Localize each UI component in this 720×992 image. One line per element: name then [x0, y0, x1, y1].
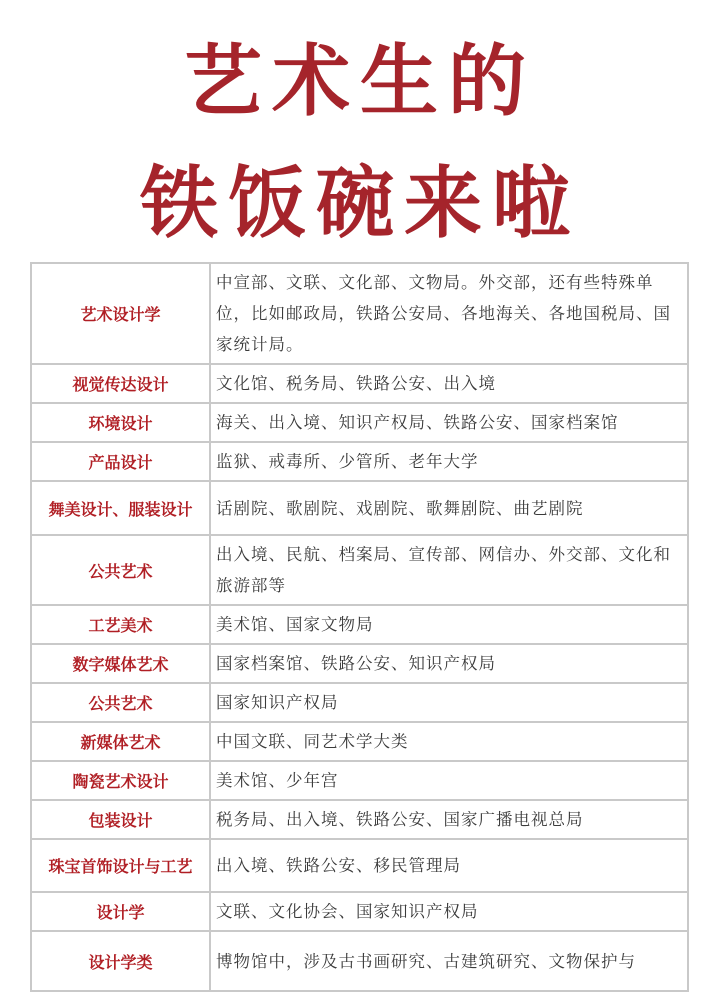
table-row [31, 644, 688, 683]
major-name-cell: 新媒体艺术 [31, 722, 210, 761]
table-row [31, 535, 688, 605]
major-name-cell: 珠宝首饰设计与工艺 [31, 839, 210, 892]
major-name-cell: 舞美设计、服装设计 [31, 481, 210, 535]
major-name-cell: 设计学类 [31, 931, 210, 991]
employers-cell: 话剧院、歌剧院、戏剧院、歌舞剧院、曲艺剧院 [210, 481, 688, 535]
employers-cell: 国家知识产权局 [210, 683, 688, 722]
table-row [31, 800, 688, 839]
major-name-cell: 公共艺术 [31, 535, 210, 605]
table-row [31, 364, 688, 403]
major-name-cell: 公共艺术 [31, 683, 210, 722]
employers-cell: 博物馆中，涉及古书画研究、古建筑研究、文物保护与 [210, 931, 688, 991]
major-jobs-table [30, 262, 689, 992]
table-row [31, 931, 688, 991]
table-row [31, 722, 688, 761]
table-row [31, 892, 688, 931]
major-name-cell: 包装设计 [31, 800, 210, 839]
employers-cell: 美术馆、少年宫 [210, 761, 688, 800]
table-row [31, 683, 688, 722]
employers-cell: 出入境、民航、档案局、宣传部、网信办、外交部、文化和旅游部等 [210, 535, 688, 605]
employers-cell: 监狱、戒毒所、少管所、老年大学 [210, 442, 688, 481]
employers-cell: 文联、文化协会、国家知识产权局 [210, 892, 688, 931]
table-row [31, 839, 688, 892]
employers-cell: 国家档案馆、铁路公安、知识产权局 [210, 644, 688, 683]
employers-cell: 文化馆、税务局、铁路公安、出入境 [210, 364, 688, 403]
major-name-cell: 工艺美术 [31, 605, 210, 644]
employers-cell: 中国文联、同艺术学大类 [210, 722, 688, 761]
employers-cell: 税务局、出入境、铁路公安、国家广播电视总局 [210, 800, 688, 839]
major-name-cell: 陶瓷艺术设计 [31, 761, 210, 800]
table-row [31, 263, 688, 364]
employers-cell: 美术馆、国家文物局 [210, 605, 688, 644]
table-row [31, 442, 688, 481]
page-title-line1: 艺术生的 [183, 37, 536, 127]
major-name-cell: 产品设计 [31, 442, 210, 481]
table-row [31, 481, 688, 535]
table-row [31, 761, 688, 800]
employers-cell: 中宣部、文联、文化部、文物局。外交部，还有些特殊单位，比如邮政局，铁路公安局、各地海关、各地国税局、国家统计局。 [210, 263, 688, 364]
major-name-cell: 数字媒体艺术 [31, 644, 210, 683]
page-title-line2: 铁饭碗来啦 [139, 159, 580, 249]
employers-cell: 出入境、铁路公安、移民管理局 [210, 839, 688, 892]
major-name-cell: 艺术设计学 [31, 263, 210, 364]
table-row [31, 605, 688, 644]
table-row [31, 403, 688, 442]
major-name-cell: 环境设计 [31, 403, 210, 442]
major-name-cell: 设计学 [31, 892, 210, 931]
major-name-cell: 视觉传达设计 [31, 364, 210, 403]
table-body [31, 263, 688, 991]
employers-cell: 海关、出入境、知识产权局、铁路公安、国家档案馆 [210, 403, 688, 442]
